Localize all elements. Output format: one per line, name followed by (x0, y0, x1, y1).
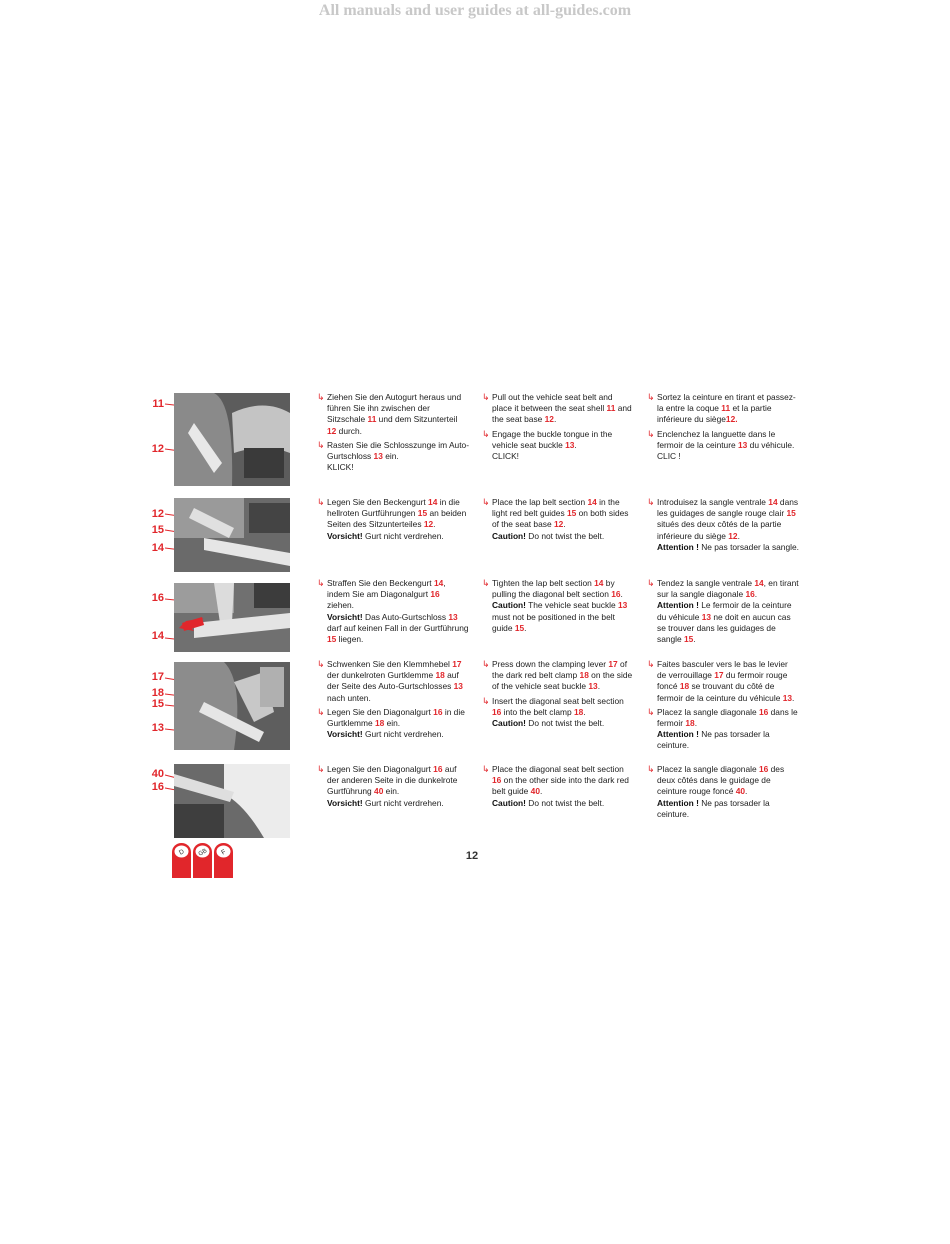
instruction-step (647, 497, 799, 542)
svg-text:D: D (177, 848, 186, 857)
instruction-text: ein. (382, 451, 399, 462)
instruction-text: by pulling the diagonal belt section (492, 578, 615, 600)
callout-number: 18 (151, 687, 164, 699)
instruction-text: Do not twist the belt. (525, 718, 605, 729)
illustration-belt-clamp (174, 662, 290, 750)
reference-number: 17 (714, 670, 724, 681)
reference-number: 15 (786, 508, 796, 519)
reference-number: 17 (452, 659, 462, 669)
instruction-text: der dunkelroten Gurtklemme (327, 670, 436, 681)
instruction-note (482, 600, 634, 634)
instruction-step (647, 392, 799, 426)
instruction-text: ein. (383, 786, 400, 797)
text-column-en (482, 764, 634, 812)
instruction-text: Do not twist the belt. (525, 797, 605, 808)
step-arrow-icon: ↳ (482, 695, 490, 706)
instruction-text: ein. (384, 718, 401, 729)
illustration-lap-belt (174, 498, 290, 572)
instruction-text: must not be positioned in the belt guide (492, 611, 615, 633)
instruction-text: . (694, 718, 698, 729)
instruction-text: des deux côtés dans le guidage de ceinture rouge foncé (657, 764, 785, 797)
instruction-step (317, 707, 469, 729)
instruction-text: . (754, 589, 758, 600)
instruction-text: . (620, 589, 623, 600)
reference-number: 18 (679, 681, 690, 692)
text-column-de (317, 392, 469, 476)
instruction-note (482, 531, 634, 542)
reference-number: 13 (701, 611, 712, 622)
instruction-step (482, 578, 634, 600)
instruction-note (317, 612, 469, 646)
text-column-de (317, 578, 469, 648)
warning-label: Caution! (492, 718, 526, 729)
instruction-text: Faites basculer vers le bas le levier de verrouillage (657, 659, 788, 681)
instruction-note (647, 729, 799, 751)
reference-number: 12. (725, 414, 738, 425)
warning-label: Vorsicht! (327, 611, 363, 622)
instruction-text: KLICK! (327, 462, 354, 473)
instruction-text: Tendez la sangle ventrale (657, 578, 755, 588)
step-arrow-icon: ↳ (482, 764, 490, 774)
instruction-text: Ne pas torsader la ceinture. (657, 797, 770, 819)
reference-number: 13 (565, 439, 575, 450)
instruction-text: Schwenken Sie den Klemmhebel (327, 659, 453, 669)
step-arrow-icon: ↳ (647, 706, 655, 717)
callout-number: 11 (152, 398, 164, 410)
instruction-step (482, 659, 634, 693)
callout-number: 16 (151, 592, 164, 604)
reference-number: 16 (492, 706, 502, 717)
instruction-note (647, 798, 799, 820)
instruction-note (647, 451, 799, 462)
reference-number: 40 (530, 786, 540, 797)
instruction-note (482, 451, 634, 462)
warning-label: Attention ! (657, 729, 699, 740)
instruction-text: . (737, 530, 740, 541)
warning-label: Vorsicht! (327, 530, 363, 541)
instruction-text: Enclenchez la languette dans le fermoir de la ceinture (657, 428, 776, 450)
instruction-text: Place the lap belt section (492, 497, 588, 507)
instruction-text: dans le fermoir (657, 706, 798, 729)
reference-number: 18 (374, 718, 385, 729)
reference-number: 16 (611, 589, 621, 600)
reference-number: 11 (606, 403, 616, 414)
instruction-text: CLICK! (492, 451, 519, 462)
reference-number: 16 (430, 589, 440, 600)
warning-label: Attention ! (657, 600, 699, 611)
step-arrow-icon: ↳ (647, 497, 655, 507)
reference-number: 14 (768, 497, 778, 507)
step-row-5 (0, 764, 950, 844)
watermark: All manuals and user guides at all-guides.com (318, 2, 632, 19)
reference-number: 18 (579, 670, 589, 681)
instruction-text: CLIC ! (657, 451, 681, 462)
instruction-step (482, 392, 634, 426)
reference-number: 13 (448, 611, 458, 622)
instruction-text: Le fermoir de la ceinture du véhicule (657, 600, 792, 622)
text-column-de (317, 659, 469, 743)
instruction-text: Straffen Sie den Beckengurt (327, 578, 434, 588)
reference-number: 14 (433, 578, 444, 588)
step-arrow-icon: ↳ (482, 578, 490, 588)
text-column-fr (647, 659, 799, 755)
callout-number: 12 (151, 443, 164, 455)
instruction-step (647, 659, 799, 704)
instruction-step (317, 497, 469, 531)
illustration-seat-shell (174, 393, 290, 486)
instruction-text: Tighten the lap belt section (492, 578, 595, 588)
text-column-en (482, 497, 634, 545)
reference-number: 40 (374, 786, 384, 797)
step-arrow-icon: ↳ (647, 764, 655, 774)
reference-number: 16 (492, 775, 502, 786)
instruction-text: du fermoir rouge foncé (657, 670, 788, 692)
step-row-2 (0, 497, 950, 577)
callout-number: 13 (151, 722, 164, 734)
instruction-text: Legen Sie den Diagonalgurt (327, 764, 434, 774)
text-column-fr (647, 497, 799, 556)
instruction-step (482, 696, 634, 718)
reference-number: 11 (721, 403, 731, 414)
step-arrow-icon: ↳ (317, 706, 325, 717)
step-arrow-icon: ↳ (317, 497, 325, 507)
instruction-note (317, 462, 469, 473)
callout-number: 14 (151, 542, 164, 554)
instruction-text: dans les guidages de sangle rouge clair (657, 497, 799, 519)
step-row-3 (0, 578, 950, 658)
instruction-text: liegen. (336, 634, 364, 645)
reference-number: 13 (453, 681, 463, 692)
callout-number: 16 (151, 781, 164, 793)
text-column-en (482, 659, 634, 732)
reference-number: 16 (745, 589, 755, 600)
step-arrow-icon: ↳ (317, 392, 325, 402)
reference-number: 12 (423, 519, 434, 530)
reference-number: 14 (587, 497, 597, 507)
instruction-text: on the other side into the dark red belt guide (492, 775, 629, 797)
step-arrow-icon: ↳ (317, 659, 325, 669)
instruction-text: se trouvant du côté de fermoir de la ceinture du véhicule (657, 681, 783, 703)
instruction-text: nach unten. (327, 692, 371, 703)
instruction-text: an beiden Seiten des Sitzunterteiles (327, 508, 467, 530)
callout-number: 15 (151, 698, 164, 710)
step-arrow-icon: ↳ (482, 497, 490, 507)
instruction-text: , en tirant sur la sangle diagonale (657, 578, 799, 600)
instruction-note (317, 531, 469, 542)
page-number: 12 (465, 850, 479, 862)
instruction-step (647, 578, 799, 600)
reference-number: 11 (367, 414, 377, 425)
instruction-step (647, 429, 799, 451)
instruction-text: into the belt clamp (501, 706, 574, 717)
instruction-text: . (583, 706, 586, 717)
instruction-text: Ne pas torsader la ceinture. (657, 729, 770, 751)
instruction-text: in die hellroten Gurtführungen (327, 497, 460, 519)
reference-number: 18 (435, 670, 445, 681)
reference-number: 14 (594, 578, 604, 588)
reference-number: 40 (735, 786, 746, 797)
instruction-text: et la partie inférieure du siège (657, 403, 772, 425)
warning-label: Vorsicht! (327, 729, 363, 740)
text-column-fr (647, 392, 799, 465)
step-arrow-icon: ↳ (647, 578, 655, 588)
instruction-note (317, 729, 469, 740)
step-arrow-icon: ↳ (482, 392, 490, 402)
instruction-text: on both sides of the seat base (492, 508, 629, 530)
instruction-text: durch. (336, 425, 362, 436)
instruction-step (317, 764, 469, 798)
reference-number: 17 (608, 659, 618, 669)
instruction-text: Place the diagonal seat belt section (492, 764, 624, 774)
instruction-text: Press down the clamping lever (492, 659, 609, 669)
step-arrow-icon: ↳ (317, 764, 325, 774)
step-row-4 (0, 659, 950, 764)
instruction-text: auf der Seite des Auto-Gurtschlosses (327, 670, 459, 692)
step-arrow-icon: ↳ (482, 428, 490, 439)
instruction-text: du véhicule. (747, 439, 795, 450)
callout-number: 40 (151, 768, 164, 780)
instruction-text: Gurt nicht verdrehen. (362, 530, 444, 541)
instruction-note (647, 542, 799, 553)
callout-number: 17 (151, 671, 164, 683)
reference-number: 15 (684, 634, 694, 645)
step-arrow-icon: ↳ (317, 578, 325, 588)
instruction-text: Legen Sie den Beckengurt (327, 497, 429, 507)
reference-number: 13 (373, 451, 383, 462)
reference-number: 13 (782, 692, 793, 703)
reference-number: 12 (544, 414, 554, 425)
illustration-tighten-belt (174, 583, 290, 652)
reference-number: 18 (685, 718, 695, 729)
step-arrow-icon: ↳ (482, 659, 490, 669)
reference-number: 18 (573, 706, 584, 717)
instruction-text: . (553, 414, 557, 425)
instruction-text: . (539, 786, 543, 797)
warning-label: Attention ! (657, 541, 699, 552)
instruction-text: Ne pas torsader la sangle. (698, 541, 799, 552)
instruction-step (647, 707, 799, 729)
instruction-text: . (524, 622, 527, 633)
instruction-text: ne doit en aucun cas se trouver dans les guidages de sangle (657, 611, 791, 645)
reference-number: 12 (327, 425, 337, 436)
instruction-note (482, 718, 634, 729)
text-column-de (317, 497, 469, 545)
instruction-text: , indem Sie am Diagonalgurt (327, 578, 446, 600)
reference-number: 15 (566, 508, 577, 519)
callout-number: 14 (151, 630, 164, 642)
instruction-text: auf der anderen Seite in die dunkelrote Gurtführung (327, 764, 458, 797)
reference-number: 16 (758, 706, 769, 717)
instruction-text: in the light red belt guides (492, 497, 620, 519)
instruction-text: Introduisez la sangle ventrale (657, 497, 769, 507)
instruction-text: und dem Sitzunterteil (376, 414, 458, 425)
warning-label: Attention ! (657, 797, 699, 808)
instruction-text: . (792, 692, 795, 703)
reference-number: 15 (514, 622, 525, 633)
instruction-step (482, 764, 634, 798)
warning-label: Caution! (492, 600, 526, 611)
svg-text:GB: GB (197, 848, 209, 858)
text-column-en (482, 392, 634, 465)
instruction-text: in die Gurtklemme (327, 706, 465, 729)
instruction-note (317, 798, 469, 809)
instruction-text: Placez la sangle diagonale (657, 764, 759, 774)
callout-number: 12 (151, 508, 164, 520)
text-column-fr (647, 764, 799, 823)
instruction-text: darf auf keinen Fall in der Gurtführung (327, 622, 469, 633)
instruction-step (647, 764, 799, 798)
instruction-text: . (745, 786, 748, 797)
instruction-text: . (433, 519, 436, 530)
reference-number: 14 (428, 497, 438, 507)
reference-number: 12 (553, 519, 564, 530)
instruction-text: and the seat base (492, 403, 632, 425)
instruction-text: Sortez la ceinture en tirant et passez-la entre la coque (657, 392, 796, 414)
instruction-text: Engage the buckle tongue in the vehicle seat buckle (492, 428, 613, 450)
instruction-text: on the side of the vehicle seat buckle (492, 670, 633, 692)
instruction-text: of the dark red belt clamp (492, 659, 628, 681)
reference-number: 13 (588, 681, 598, 692)
step-arrow-icon: ↳ (647, 392, 655, 402)
instruction-text: Do not twist the belt. (525, 530, 605, 541)
reference-number: 16 (758, 764, 769, 774)
instruction-text: Legen Sie den Diagonalgurt (327, 706, 434, 717)
instruction-text: Das Auto-Gurtschloss (362, 611, 449, 622)
instruction-text: Placez la sangle diagonale (657, 706, 759, 717)
reference-number: 15 (327, 634, 337, 645)
instruction-note (647, 600, 799, 645)
step-arrow-icon: ↳ (647, 428, 655, 439)
instruction-text: The vehicle seat buckle (525, 600, 618, 611)
reference-number: 12 (728, 530, 738, 541)
instruction-text: Gurt nicht verdrehen. (362, 797, 444, 808)
instruction-text: Ziehen Sie den Autogurt heraus und führen Sie ihn zwischen der Sitzschale (327, 392, 462, 425)
instruction-step (482, 497, 634, 531)
instruction-step (317, 392, 469, 437)
instruction-step (317, 440, 469, 462)
instruction-text: Insert the diagonal seat belt section (492, 695, 624, 706)
instruction-text: . (563, 519, 566, 530)
text-column-de (317, 764, 469, 812)
warning-label: Caution! (492, 797, 526, 808)
instruction-note (482, 798, 634, 809)
svg-text:F: F (220, 848, 228, 857)
instruction-step (317, 659, 469, 704)
step-arrow-icon: ↳ (647, 659, 655, 669)
reference-number: 14 (754, 578, 764, 588)
instruction-text: . (597, 681, 601, 692)
instruction-text: situés des deux côtés de la partie inférieure du siège (657, 519, 782, 541)
step-row-1 (0, 392, 950, 492)
instruction-step (482, 429, 634, 451)
instruction-text: Gurt nicht verdrehen. (362, 729, 444, 740)
instruction-text: Pull out the vehicle seat belt and place it between the seat shell (492, 392, 613, 414)
reference-number: 16 (433, 764, 443, 774)
instruction-step (317, 578, 469, 612)
text-column-fr (647, 578, 799, 648)
callout-number: 15 (151, 524, 164, 536)
warning-label: Vorsicht! (327, 797, 363, 808)
step-arrow-icon: ↳ (317, 439, 325, 450)
reference-number: 16 (433, 706, 443, 717)
instruction-text: . (693, 634, 696, 645)
warning-label: Caution! (492, 530, 526, 541)
illustration-diagonal-guide (174, 764, 290, 838)
reference-number: 13 (738, 439, 748, 450)
instruction-text: ziehen. (327, 600, 355, 611)
reference-number: 13 (618, 600, 628, 611)
instruction-text: Rasten Sie die Schlosszunge im Auto-Gurtschloss (327, 439, 469, 462)
reference-number: 15 (417, 508, 428, 519)
text-column-en (482, 578, 634, 637)
instruction-text: . (574, 439, 577, 450)
